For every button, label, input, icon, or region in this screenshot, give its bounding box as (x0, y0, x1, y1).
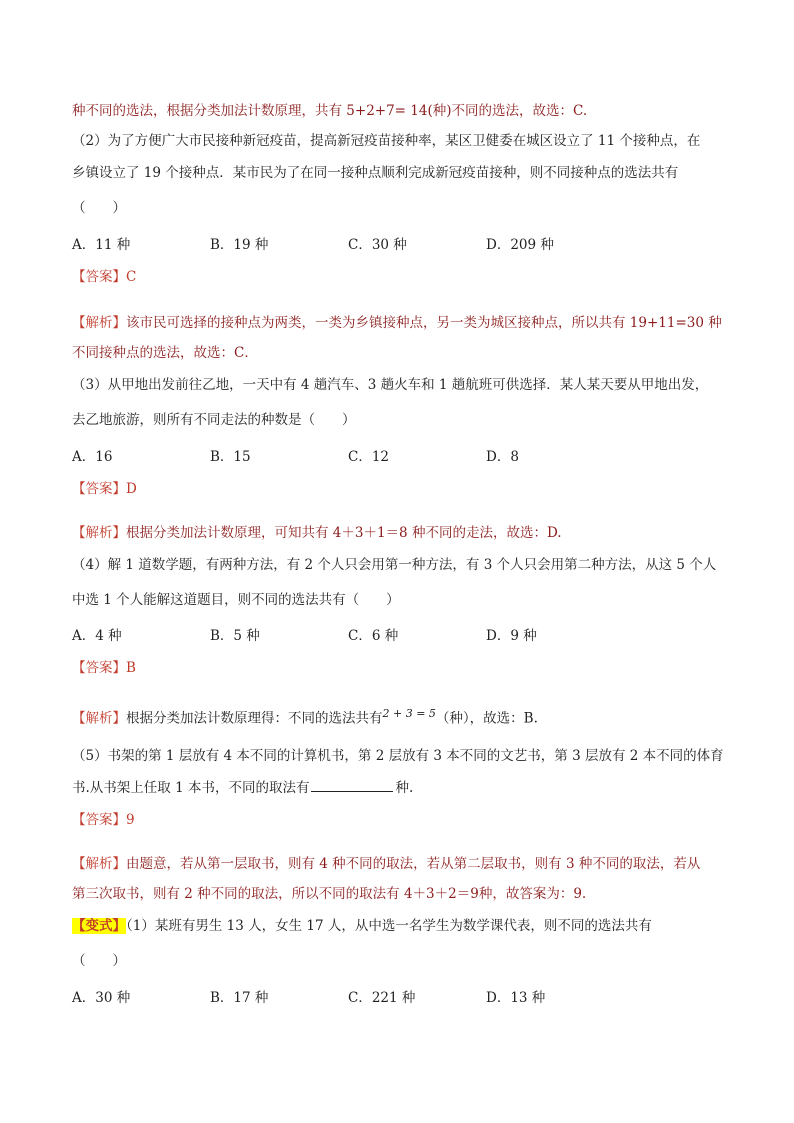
q2-option-c: C．30 种 (348, 237, 407, 253)
variant-option-d: D．13 种 (486, 990, 546, 1006)
q3-analysis (72, 523, 562, 543)
answer-tag: 【答案】 (72, 269, 126, 285)
analysis-text-b: （种），故选：B. (435, 710, 538, 727)
q2-option-d: D．209 种 (486, 237, 554, 253)
answer-value: C (126, 269, 137, 285)
q1-analysis-tail: 种不同的选法，根据分类加法计数原理，共有 5+2+7= 14(种)不同的选法，故选：C. (72, 103, 588, 119)
q2-stem-line2: 乡镇设立了 19 个接种点．某市民为了在同一接种点顺利完成新冠疫苗接种，则不同接种点的选法共有 (72, 165, 679, 181)
q2-stem-line3: （ ） (72, 200, 126, 216)
q3-option-a: A．16 (72, 449, 113, 465)
q3-option-d: D．8 (486, 449, 519, 465)
variant-option-a: A．30 种 (72, 990, 131, 1006)
analysis-tag: 【解析】 (72, 315, 126, 331)
answer-value: 9 (126, 812, 135, 828)
q2-option-a: A．11 种 (72, 237, 131, 253)
q2-option-b: B．19 种 (210, 237, 269, 253)
analysis-tag: 【解析】 (72, 525, 126, 541)
q4-option-a: A．4 种 (72, 628, 122, 644)
analysis-text-a: 根据分类加法计数原理得：不同的选法共有 (126, 710, 383, 727)
answer-value: D (126, 481, 137, 497)
variant-option-b: B．17 种 (210, 990, 269, 1006)
variant-text: （1）某班有男生 13 人，女生 17 人，从中选一名学生为数学课代表，则不同的选法共有 (126, 918, 652, 934)
q3-answer (72, 479, 137, 499)
q3-stem-line1: （3）从甲地出发前往乙地，一天中有 4 趟汽车、3 趟火车和 1 趟航班可供选择．某人某天要从甲地出发， (72, 377, 709, 393)
analysis-text: 由题意，若从第一层取书，则有 4 种不同的取法，若从第二层取书，则有 3 种不同的取法，若从 (126, 856, 701, 872)
q2-analysis-line1 (72, 313, 722, 333)
variant-stem-line1 (72, 916, 652, 936)
analysis-formula: 2 + 3 = 5 (382, 707, 436, 720)
answer-tag: 【答案】 (72, 481, 126, 497)
q2-stem-line1: （2）为了方便广大市民接种新冠疫苗，提高新冠疫苗接种率，某区卫健委在城区设立了 11 个接种点，在 (72, 133, 701, 149)
q4-stem-line1: （4）解 1 道数学题，有两种方法，有 2 个人只会用第一种方法，有 3 个人只会用第二种方法，从这 5 个人 (72, 557, 717, 573)
q4-option-c: C．6 种 (348, 628, 399, 644)
analysis-tag: 【解析】 (72, 856, 126, 872)
q5-stem-text-b: 种. (395, 780, 414, 796)
q5-analysis-line2: 第三次取书，则有 2 种不同的取法，所以不同的取法有 4＋3＋2＝9种，故答案为：9. (72, 886, 587, 902)
variant-tag: 【变式】 (72, 918, 126, 934)
q4-option-b: B．5 种 (210, 628, 260, 644)
q5-stem-line1: （5）书架的第 1 层放有 4 本不同的计算机书，第 2 层放有 3 本不同的文艺书，第 3 层放有 2 本不同的体育 (72, 748, 724, 764)
analysis-text: 根据分类加法计数原理，可知共有 4＋3＋1＝8 种不同的走法，故选：D. (126, 525, 562, 541)
answer-tag: 【答案】 (72, 812, 126, 828)
answer-tag: 【答案】 (72, 660, 126, 676)
q4-answer (72, 658, 136, 678)
q3-stem-line2: 去乙地旅游，则所有不同走法的种数是（ ） (72, 412, 356, 428)
variant-option-c: C．221 种 (348, 990, 416, 1006)
q2-answer (72, 267, 136, 287)
q3-option-b: B．15 (210, 449, 251, 465)
q5-analysis-line1 (72, 854, 700, 874)
answer-value: B (126, 660, 136, 676)
q5-answer (72, 810, 135, 830)
fill-blank (311, 779, 393, 792)
q4-stem-line2: 中选 1 个人能解这道题目，则不同的选法共有（ ） (72, 592, 400, 608)
q5-stem-text-a: 书.从书架上任取 1 本书，不同的取法有 (72, 780, 310, 796)
q2-analysis-line2: 不同接种点的选法，故选：C． (72, 345, 258, 361)
q4-option-d: D．9 种 (486, 628, 537, 644)
analysis-tag: 【解析】 (72, 710, 126, 727)
analysis-text: 该市民可选择的接种点为两类，一类为乡镇接种点，另一类为城区接种点，所以共有 19+11=30 种 (126, 315, 722, 331)
variant-stem-line2: （ ） (72, 953, 126, 969)
q4-analysis (72, 704, 538, 729)
q3-option-c: C．12 (348, 449, 390, 465)
q5-stem-line2 (72, 778, 413, 798)
